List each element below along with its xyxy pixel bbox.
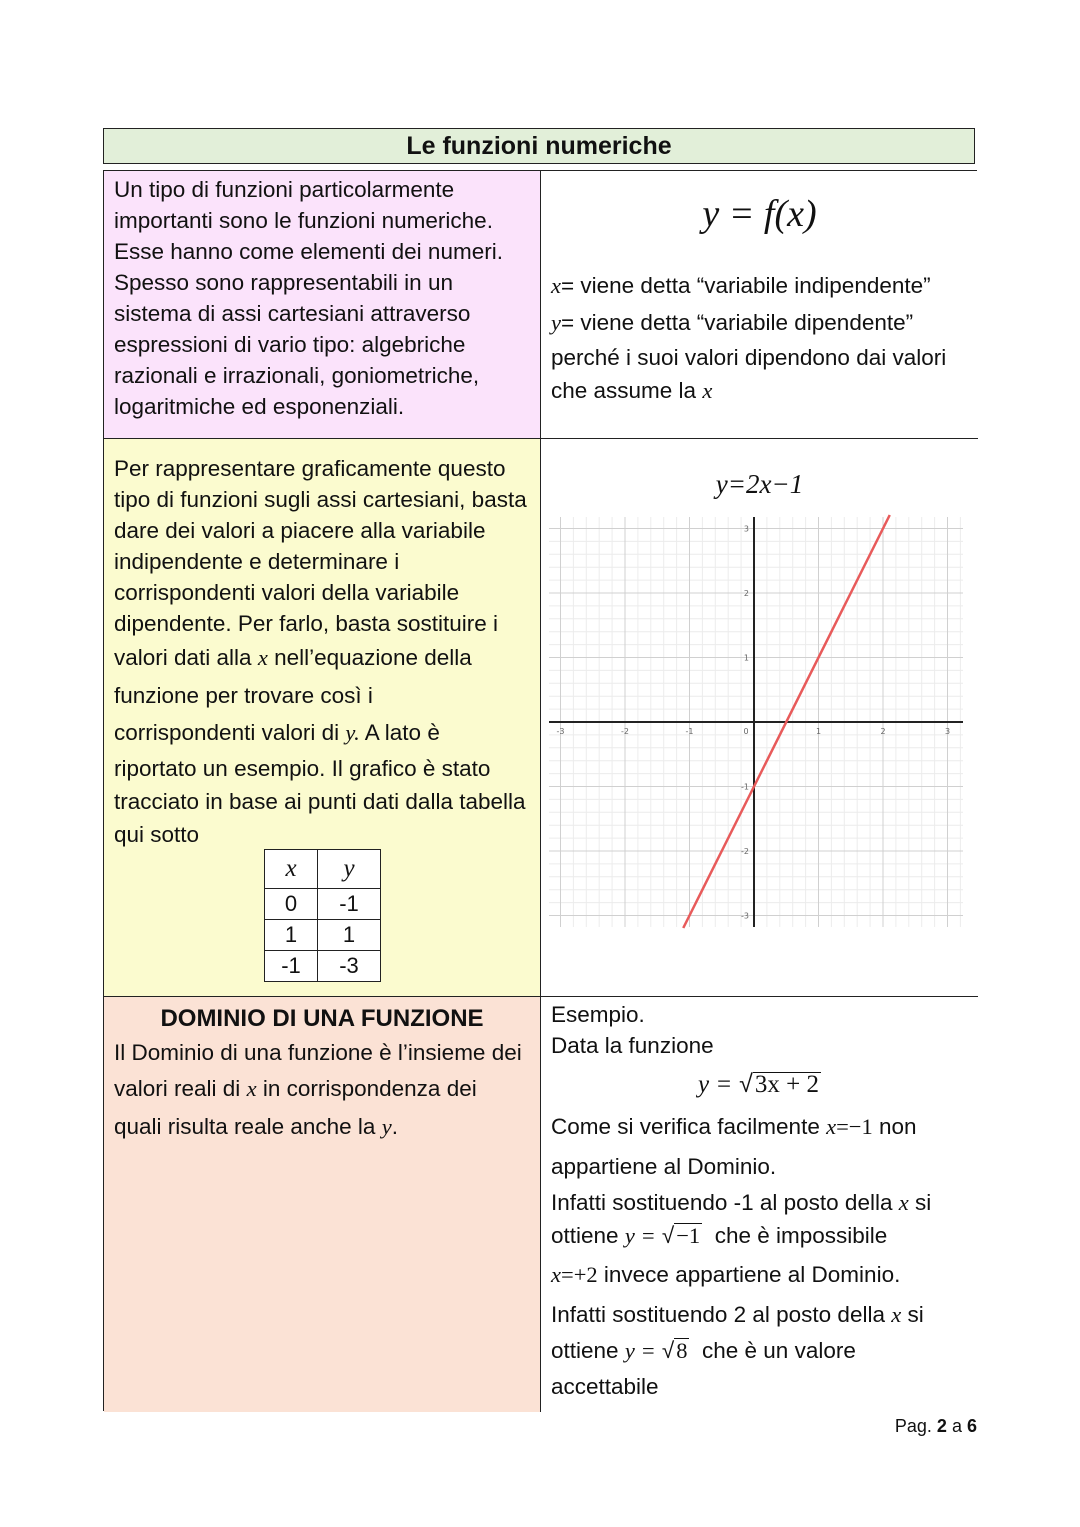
domain-text-1: Il Dominio di una funzione è l’insieme dei valori reali di x in corrispondenza dei [114, 1040, 522, 1101]
graph-cell [541, 439, 978, 997]
x-tick-label: 1 [815, 727, 822, 736]
table-cell: -1 [265, 951, 318, 982]
x-tick-label: -1 [685, 727, 694, 736]
domain-heading: DOMINIO DI UNA FUNZIONE [160, 1005, 484, 1032]
table-cell: 0 [265, 889, 318, 920]
example-line-1: Come si verifica facilmente x=−1 non [551, 1114, 917, 1139]
y-tick-label: 1 [743, 653, 749, 663]
x-tick-label: 3 [944, 727, 951, 736]
graphing-cell [104, 439, 541, 997]
page-number: Pag. 2 a 6 [894, 1416, 977, 1436]
graphing-text-5: riportato un esempio. Il grafico è stato tracciato in base ai punti dati dalla tabella qui sotto [114, 755, 526, 847]
example-line-4: ottiene y = √−1 che è impossibile [551, 1223, 888, 1248]
table-row [265, 951, 381, 982]
y-definition: y= viene detta “variabile dipendente” [551, 310, 914, 335]
table-header-x: x [265, 850, 318, 889]
table-cell: -3 [318, 951, 381, 982]
example-line-5: x=+2 invece appartiene al Dominio. [551, 1262, 901, 1287]
x-tick-label: -2 [621, 727, 629, 736]
chart-title: y=2x−1 [715, 469, 804, 499]
table-header-row [265, 850, 381, 889]
y-tick-label: -3 [741, 911, 749, 921]
y-tick-label: -2 [741, 847, 749, 856]
x-definition: x= viene detta “variabile indipendente” [551, 273, 931, 298]
table-header-y: y [318, 850, 381, 889]
example-line-8: accettabile [551, 1374, 659, 1399]
graphing-text-2: valori dati alla x nell’equazione della [114, 645, 472, 670]
x-tick-label: 2 [880, 727, 886, 736]
example-label: Esempio. [551, 1002, 645, 1027]
page-title: Le funzioni numeriche [103, 128, 975, 164]
content-grid [103, 170, 977, 1411]
example-line-2: appartiene al Dominio. [551, 1154, 777, 1179]
example-line-7: ottiene y = √8 che è un valore [551, 1338, 856, 1363]
y-tick-label: 2 [743, 589, 749, 598]
table-row [265, 889, 381, 920]
table-cell: -1 [318, 889, 381, 920]
values-table [264, 849, 381, 982]
intro-text: Un tipo di funzioni particolarmente importanti sono le funzioni numeriche. Esse hanno come elementi dei numeri. Spesso sono rappresentabili in un sistema di assi cartesiani attraverso espressioni di vario tipo: algebriche razionali e irrazionali, goniometriche, logaritmiche ed esponenziali. [114, 177, 503, 419]
example-intro: Data la funzione [551, 1033, 714, 1058]
example-cell [541, 997, 978, 1412]
domain-text-2: quali risulta reale anche la y. [114, 1114, 398, 1139]
dependency-explanation: perché i suoi valori dipendono dai valori che assume la x [551, 345, 947, 403]
table-cell: 1 [265, 920, 318, 951]
domain-cell [104, 997, 541, 1412]
table-cell: 1 [318, 920, 381, 951]
example-line-3: Infatti sostituendo -1 al posto della x si [551, 1190, 932, 1215]
example-line-6: Infatti sostituendo 2 al posto della x si [551, 1302, 924, 1327]
example-formula: y = √3x + 2 [698, 1070, 819, 1098]
table-row [265, 920, 381, 951]
graphing-text-1: Per rappresentare graficamente questo tipo di funzioni sugli assi cartesiani, basta dare dei valori a piacere alla variabile indipendente e determinare i corrispondenti valori della variabile dipendente. Per farlo, basta sostituire i [114, 456, 527, 636]
intro-cell [104, 171, 541, 439]
variable-definitions [551, 267, 968, 407]
graphing-text-3: funzione per trovare così i [114, 682, 373, 708]
x-tick-label: 0 [743, 727, 749, 736]
y-tick-label: 3 [743, 524, 749, 534]
x-tick-label: -3 [556, 727, 565, 736]
definition-cell [541, 171, 978, 439]
line-chart [541, 439, 978, 995]
y-tick-label: -1 [741, 782, 749, 792]
function-formula: y = f(x) [702, 193, 817, 235]
graphing-text-4: corrispondenti valori di y. A lato è [114, 720, 440, 745]
